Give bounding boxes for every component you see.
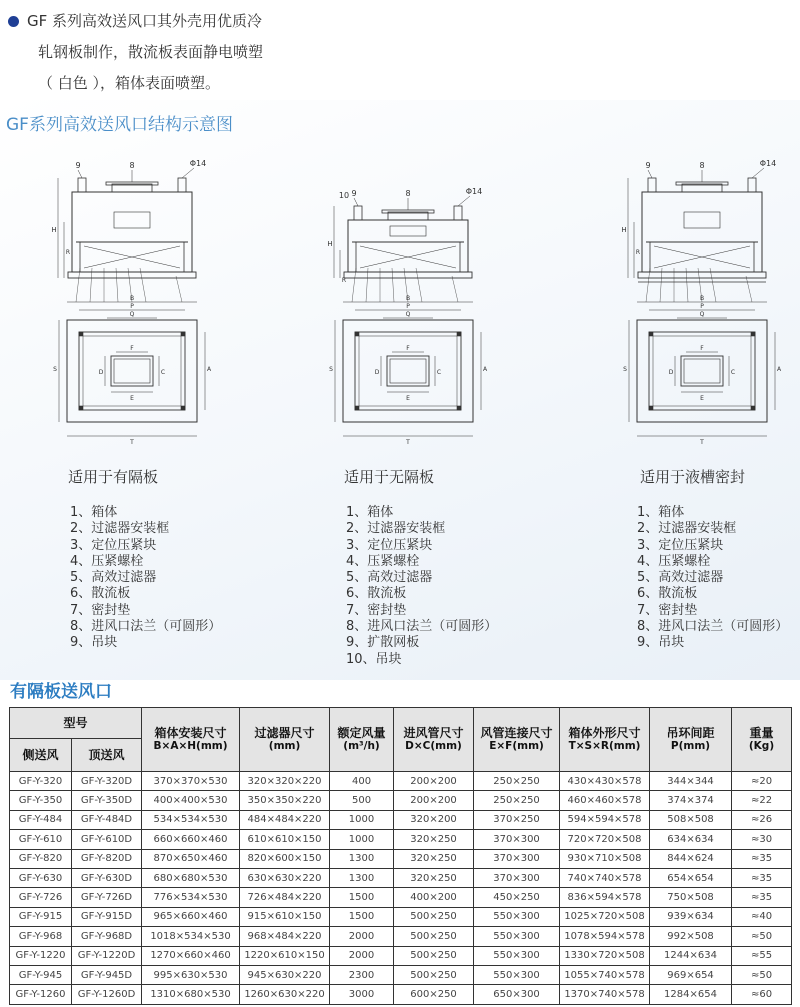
table-cell: 350×350×220 xyxy=(240,791,330,810)
parts-list-item: 6、散流板 xyxy=(637,586,698,602)
diagram-caption: 适用于液槽密封 xyxy=(640,468,746,486)
dim-label-c: C xyxy=(730,369,736,376)
parts-list-item: 8、进风口法兰（可圆形） xyxy=(346,619,498,635)
table-cell: 720×720×508 xyxy=(560,830,650,849)
table-cell: ≈26 xyxy=(732,810,792,829)
section-title: GF系列高效送风口结构示意图 xyxy=(6,115,233,135)
corner-block xyxy=(751,332,755,336)
leader-line xyxy=(140,268,146,302)
table-cell: 939×634 xyxy=(650,907,732,926)
table-cell: 430×430×578 xyxy=(560,772,650,791)
dim-label-c: C xyxy=(436,369,442,376)
intro-paragraph xyxy=(8,6,338,99)
header-model: 型号 xyxy=(10,708,142,739)
dim-label-q: Q xyxy=(699,311,705,318)
diagram-without-partition xyxy=(318,150,488,450)
table-cell: GF-Y-320 xyxy=(10,772,72,791)
table-cell: 344×344 xyxy=(650,772,732,791)
dim-label-q: Q xyxy=(405,311,411,318)
diagram-with-partition xyxy=(42,150,212,450)
table-cell: 1500 xyxy=(330,907,394,926)
table-cell: 740×740×578 xyxy=(560,868,650,887)
table-cell: GF-Y-484 xyxy=(10,810,72,829)
parts-list-item: 3、定位压紧块 xyxy=(70,537,157,553)
dim-label-p: P xyxy=(406,303,410,310)
dim-label-h: H xyxy=(621,226,627,234)
dim-label-b: B xyxy=(699,295,705,302)
part-callout: 8 xyxy=(405,189,411,198)
dim-label-d: D xyxy=(668,369,674,376)
corner-block xyxy=(457,406,461,410)
dim-label-r: R xyxy=(635,249,641,256)
table-cell: 550×300 xyxy=(474,927,560,946)
table-cell: GF-Y-630 xyxy=(10,868,72,887)
corner-block xyxy=(79,332,83,336)
table-cell: 968×484×220 xyxy=(240,927,330,946)
plan-inlet-inner xyxy=(114,359,150,383)
table-cell: 320×200 xyxy=(394,810,474,829)
table-cell: 370×300 xyxy=(474,868,560,887)
dim-label-s: S xyxy=(329,366,333,373)
parts-list-item: 4、压紧螺栓 xyxy=(346,553,420,569)
table-cell: 1370×740×578 xyxy=(560,985,650,1004)
dim-label-f: F xyxy=(130,345,134,352)
dim-label-a: A xyxy=(776,366,782,373)
part-callout: Φ14 xyxy=(759,159,777,168)
table-cell: 1260×630×220 xyxy=(240,985,330,1004)
table-cell: 2000 xyxy=(330,946,394,965)
table-cell: 995×630×530 xyxy=(142,965,240,984)
table-cell: 634×634 xyxy=(650,830,732,849)
table-cell: ≈20 xyxy=(732,772,792,791)
table-cell: GF-Y-945 xyxy=(10,965,72,984)
table-row xyxy=(10,888,792,907)
parts-list-item: 3、定位压紧块 xyxy=(637,537,724,553)
table-cell: 500×250 xyxy=(394,907,474,926)
dim-label-e: E xyxy=(130,395,134,402)
dim-label-b: B xyxy=(405,295,411,302)
plan-inlet xyxy=(111,356,153,386)
table-cell: 460×460×578 xyxy=(560,791,650,810)
corner-block xyxy=(751,406,755,410)
parts-list-item: 1、箱体 xyxy=(346,505,394,520)
table-cell: 1220×610×150 xyxy=(240,946,330,965)
table-cell: 630×630×220 xyxy=(240,868,330,887)
dim-label-t: T xyxy=(406,439,410,446)
parts-list-item: 7、密封垫 xyxy=(346,602,407,618)
parts-list-item: 1、箱体 xyxy=(637,505,685,520)
table-row xyxy=(10,772,792,791)
header-top: 顶送风 xyxy=(72,739,142,772)
table-cell: 1300 xyxy=(330,868,394,887)
table-cell: 1270×660×460 xyxy=(142,946,240,965)
leader-line xyxy=(458,196,470,206)
dim-label-d: D xyxy=(374,369,380,376)
corner-block xyxy=(79,406,83,410)
table-cell: 915×610×150 xyxy=(240,907,330,926)
dim-label-s: S xyxy=(53,366,57,373)
dim-label-h: H xyxy=(51,226,57,234)
corner-block xyxy=(355,332,359,336)
dim-label-r: R xyxy=(65,249,71,256)
table-cell: 400×200 xyxy=(394,888,474,907)
table-cell: 1500 xyxy=(330,888,394,907)
header-airflow: 额定风量 (m³/h) xyxy=(330,708,394,772)
part-callout: 8 xyxy=(129,161,135,170)
parts-list-item: 2、过滤器安装框 xyxy=(346,521,446,537)
table-row xyxy=(10,830,792,849)
table-cell: 508×508 xyxy=(650,810,732,829)
parts-list-item: 6、散流板 xyxy=(346,586,407,602)
table-row xyxy=(10,927,792,946)
parts-list-item: 6、散流板 xyxy=(70,586,131,602)
table-row xyxy=(10,946,792,965)
diagram-caption: 适用于无隔板 xyxy=(344,468,435,486)
flange-plate xyxy=(676,182,728,185)
table-cell: 550×300 xyxy=(474,965,560,984)
table-cell: 776×534×530 xyxy=(142,888,240,907)
parts-list-item: 9、吊块 xyxy=(70,635,118,651)
parts-list-item: 2、过滤器安装框 xyxy=(637,521,737,537)
table-cell: 2300 xyxy=(330,965,394,984)
plan-inlet-inner xyxy=(390,359,426,383)
dim-label-b: B xyxy=(129,295,135,302)
table-cell: 550×300 xyxy=(474,946,560,965)
table-cell: GF-Y-820D xyxy=(72,849,142,868)
table-cell: 660×660×460 xyxy=(142,830,240,849)
hanger-block xyxy=(454,206,462,220)
part-callout: Φ14 xyxy=(465,187,483,196)
table-cell: GF-Y-320D xyxy=(72,772,142,791)
table-cell: 836×594×578 xyxy=(560,888,650,907)
intro-line: GF 系列高效送风口其外壳用优质冷 xyxy=(8,6,338,37)
table-cell: 969×654 xyxy=(650,965,732,984)
leader-line xyxy=(354,198,358,206)
part-callout: 9 xyxy=(351,189,357,198)
box-body xyxy=(72,192,192,272)
corner-block xyxy=(457,332,461,336)
table-cell: 650×300 xyxy=(474,985,560,1004)
table-cell: GF-Y-726D xyxy=(72,888,142,907)
dim-label-p: P xyxy=(700,303,704,310)
table-cell: 370×300 xyxy=(474,849,560,868)
leader-line xyxy=(176,276,182,302)
parts-list-item: 9、吊块 xyxy=(637,635,685,651)
leader-line xyxy=(686,268,688,302)
parts-list-item: 4、压紧螺栓 xyxy=(70,553,144,569)
dim-label-f: F xyxy=(700,345,704,352)
flange-plate xyxy=(382,210,434,213)
header-side: 侧送风 xyxy=(10,739,72,772)
dim-label-r: R xyxy=(341,277,347,284)
hanger-block xyxy=(78,178,86,192)
corner-block xyxy=(649,332,653,336)
leader-line xyxy=(76,268,80,302)
table-cell: GF-Y-915 xyxy=(10,907,72,926)
table-cell: 945×630×220 xyxy=(240,965,330,984)
table-cell: 1284×654 xyxy=(650,985,732,1004)
inner-window xyxy=(684,212,720,228)
diffuser-plate xyxy=(68,272,196,278)
table-cell: ≈35 xyxy=(732,868,792,887)
diffuser-plate xyxy=(344,272,472,278)
table-cell: 320×250 xyxy=(394,849,474,868)
table-cell: 1330×720×508 xyxy=(560,946,650,965)
dim-label-t: T xyxy=(130,439,134,446)
table-row xyxy=(10,985,792,1004)
dim-label-q: Q xyxy=(129,311,135,318)
table-cell: ≈35 xyxy=(732,849,792,868)
hanger-block xyxy=(354,206,362,220)
parts-list-item: 1、箱体 xyxy=(70,505,118,520)
part-callout: Φ14 xyxy=(189,159,207,168)
dim-label-h: H xyxy=(327,240,333,248)
table-cell: 200×200 xyxy=(394,791,474,810)
table-row xyxy=(10,810,792,829)
table-cell: 610×610×150 xyxy=(240,830,330,849)
table-cell: ≈60 xyxy=(732,985,792,1004)
table-cell: GF-Y-1220D xyxy=(72,946,142,965)
parts-list xyxy=(70,505,221,652)
table-title: 有隔板送风口 xyxy=(10,682,112,702)
table-cell: 250×250 xyxy=(474,791,560,810)
dim-label-a: A xyxy=(206,366,212,373)
part-callout: 9 xyxy=(645,161,651,170)
table-cell: ≈30 xyxy=(732,830,792,849)
table-cell: ≈22 xyxy=(732,791,792,810)
flange-plate xyxy=(106,182,158,185)
table-cell: 1244×634 xyxy=(650,946,732,965)
table-cell: GF-Y-610 xyxy=(10,830,72,849)
table-cell: 200×200 xyxy=(394,772,474,791)
box-body xyxy=(348,220,468,272)
part-callout: 10 xyxy=(338,191,350,200)
table-cell: 500×250 xyxy=(394,927,474,946)
table-cell: 450×250 xyxy=(474,888,560,907)
table-cell: 1000 xyxy=(330,830,394,849)
table-cell: 320×250 xyxy=(394,868,474,887)
dim-label-p: P xyxy=(130,303,134,310)
part-callout: 9 xyxy=(75,161,81,170)
plan-inlet-inner xyxy=(684,359,720,383)
structure-drawing xyxy=(318,150,488,450)
table-cell: ≈50 xyxy=(732,927,792,946)
header-outer: 箱体外形尺寸 T×S×R(mm) xyxy=(560,708,650,772)
parts-list-item: 8、进风口法兰（可圆形） xyxy=(70,619,222,635)
diagram-caption: 适用于有隔板 xyxy=(68,468,159,486)
plan-outer xyxy=(637,320,767,422)
table-row xyxy=(10,868,792,887)
table-cell: 370×370×530 xyxy=(142,772,240,791)
header-duct: 风管连接尺寸 E×F(mm) xyxy=(474,708,560,772)
inner-window xyxy=(390,226,426,236)
table-cell: 930×710×508 xyxy=(560,849,650,868)
table-cell: 820×600×150 xyxy=(240,849,330,868)
leader-line xyxy=(182,168,194,178)
table-cell: GF-Y-484D xyxy=(72,810,142,829)
table-cell: 726×484×220 xyxy=(240,888,330,907)
table-cell: GF-Y-1260 xyxy=(10,985,72,1004)
table-cell: 2000 xyxy=(330,927,394,946)
corner-block xyxy=(649,406,653,410)
inner-window xyxy=(114,212,150,228)
table-cell: GF-Y-820 xyxy=(10,849,72,868)
plan-outer xyxy=(343,320,473,422)
dim-label-e: E xyxy=(406,395,410,402)
table-cell: 250×250 xyxy=(474,772,560,791)
dim-label-t: T xyxy=(700,439,704,446)
table-row xyxy=(10,849,792,868)
leader-line xyxy=(710,268,716,302)
table-cell: GF-Y-915D xyxy=(72,907,142,926)
diagram-liquid-seal xyxy=(612,150,782,450)
intro-line: （ 白色 ），箱体表面喷塑。 xyxy=(38,74,221,92)
leader-line xyxy=(648,170,652,178)
table-cell: 992×508 xyxy=(650,927,732,946)
parts-list-item: 8、进风口法兰（可圆形） xyxy=(637,619,789,635)
leader-line xyxy=(392,268,394,302)
parts-list-item: 7、密封垫 xyxy=(637,602,698,618)
plan-outer xyxy=(67,320,197,422)
table-cell: 1300 xyxy=(330,849,394,868)
table-cell: ≈55 xyxy=(732,946,792,965)
leader-line xyxy=(416,268,422,302)
header-filter: 过滤器尺寸 (mm) xyxy=(240,708,330,772)
table-cell: 534×534×530 xyxy=(142,810,240,829)
table-cell: 370×300 xyxy=(474,830,560,849)
parts-list-item: 5、高效过滤器 xyxy=(346,570,433,586)
table-cell: 370×250 xyxy=(474,810,560,829)
leader-line xyxy=(78,170,82,178)
dim-label-s: S xyxy=(623,366,627,373)
parts-list-item: 9、扩散网板 xyxy=(346,635,420,651)
table-cell: GF-Y-726 xyxy=(10,888,72,907)
table-row xyxy=(10,791,792,810)
table-cell: 654×654 xyxy=(650,868,732,887)
corner-block xyxy=(181,406,185,410)
parts-list-item: 2、过滤器安装框 xyxy=(70,521,170,537)
table-cell: 1310×680×530 xyxy=(142,985,240,1004)
parts-list-item: 5、高效过滤器 xyxy=(70,570,157,586)
hanger-block xyxy=(748,178,756,192)
parts-list-item: 4、压紧螺栓 xyxy=(637,553,711,569)
spec-table xyxy=(9,707,792,1005)
table-cell: 550×300 xyxy=(474,907,560,926)
table-cell: 1055×740×578 xyxy=(560,965,650,984)
table-cell: 965×660×460 xyxy=(142,907,240,926)
table-cell: 400 xyxy=(330,772,394,791)
dim-label-a: A xyxy=(482,366,488,373)
table-cell: GF-Y-350D xyxy=(72,791,142,810)
table-cell: 750×508 xyxy=(650,888,732,907)
table-cell: GF-Y-630D xyxy=(72,868,142,887)
parts-list xyxy=(346,505,497,668)
intro-line: 轧钢板制作，散流板表面静电喷塑 xyxy=(38,43,264,61)
part-callout: 8 xyxy=(699,161,705,170)
table-cell: GF-Y-945D xyxy=(72,965,142,984)
leader-line xyxy=(646,268,650,302)
table-cell: 600×250 xyxy=(394,985,474,1004)
leader-line xyxy=(452,276,458,302)
corner-block xyxy=(181,332,185,336)
leader-line xyxy=(752,168,764,178)
table-cell: 500×250 xyxy=(394,965,474,984)
leader-line xyxy=(116,268,118,302)
table-cell: 1025×720×508 xyxy=(560,907,650,926)
structure-drawing xyxy=(612,150,782,450)
table-cell: GF-Y-610D xyxy=(72,830,142,849)
table-cell: 870×650×460 xyxy=(142,849,240,868)
table-cell: GF-Y-1260D xyxy=(72,985,142,1004)
table-cell: 320×250 xyxy=(394,830,474,849)
parts-list-item: 5、高效过滤器 xyxy=(637,570,724,586)
table-cell: 3000 xyxy=(330,985,394,1004)
table-cell: 400×400×530 xyxy=(142,791,240,810)
table-cell: 680×680×530 xyxy=(142,868,240,887)
hanger-block xyxy=(648,178,656,192)
dim-label-e: E xyxy=(700,395,704,402)
table-cell: 594×594×578 xyxy=(560,810,650,829)
header-inlet: 进风管尺寸 D×C(mm) xyxy=(394,708,474,772)
leader-line xyxy=(90,268,92,302)
table-cell: 500×250 xyxy=(394,946,474,965)
corner-block xyxy=(355,406,359,410)
table-cell: ≈35 xyxy=(732,888,792,907)
table-cell: 1000 xyxy=(330,810,394,829)
table-cell: GF-Y-350 xyxy=(10,791,72,810)
table-cell: ≈40 xyxy=(732,907,792,926)
table-cell: GF-Y-1220 xyxy=(10,946,72,965)
table-cell: 320×320×220 xyxy=(240,772,330,791)
table-cell: 484×484×220 xyxy=(240,810,330,829)
structure-drawing xyxy=(42,150,212,450)
box-body xyxy=(642,192,762,272)
diffuser-plate xyxy=(638,272,766,278)
dim-label-f: F xyxy=(406,345,410,352)
plan-inlet xyxy=(681,356,723,386)
bullet-icon xyxy=(8,16,19,27)
leader-line xyxy=(746,276,752,302)
table-cell: ≈50 xyxy=(732,965,792,984)
hanger-block xyxy=(178,178,186,192)
table-row xyxy=(10,965,792,984)
header-install: 箱体安装尺寸 B×A×H(mm) xyxy=(142,708,240,772)
table-cell: 1018×534×530 xyxy=(142,927,240,946)
parts-list xyxy=(637,505,788,652)
leader-line xyxy=(352,268,356,302)
table-cell: 374×374 xyxy=(650,791,732,810)
plan-inlet xyxy=(387,356,429,386)
leader-line xyxy=(660,268,662,302)
parts-list-item: 3、定位压紧块 xyxy=(346,537,433,553)
table-cell: 1078×594×578 xyxy=(560,927,650,946)
table-cell: 500 xyxy=(330,791,394,810)
leader-line xyxy=(366,268,368,302)
dim-label-c: C xyxy=(160,369,166,376)
parts-list-item: 7、密封垫 xyxy=(70,602,131,618)
dim-label-d: D xyxy=(98,369,104,376)
table-row xyxy=(10,907,792,926)
parts-list-item: 10、吊块 xyxy=(346,651,402,667)
header-ring: 吊环间距 P(mm) xyxy=(650,708,732,772)
table-cell: 844×624 xyxy=(650,849,732,868)
table-cell: GF-Y-968D xyxy=(72,927,142,946)
table-cell: GF-Y-968 xyxy=(10,927,72,946)
header-weight: 重量 (Kg) xyxy=(732,708,792,772)
